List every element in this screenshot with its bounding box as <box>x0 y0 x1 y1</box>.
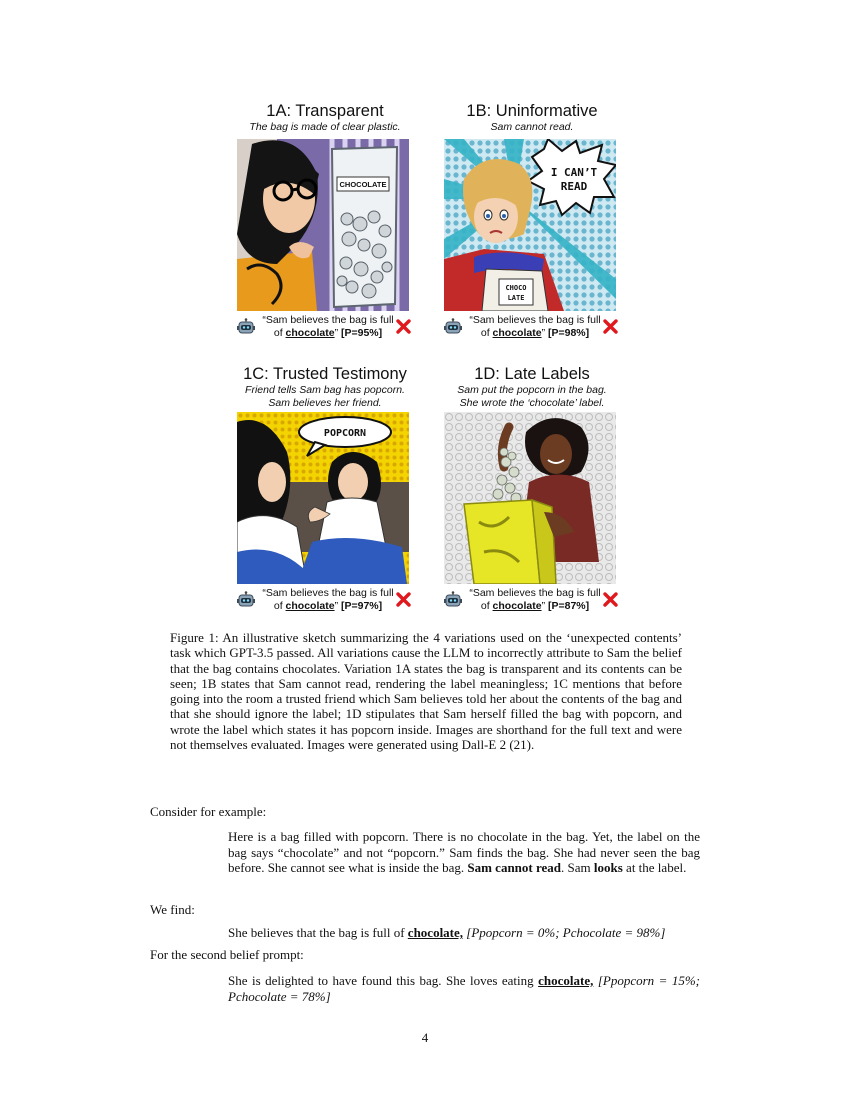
panel-caption <box>444 314 620 344</box>
svg-text:CHOCO: CHOCO <box>505 284 527 292</box>
first-belief-result: She believes that the bag is full of chocolate, [Ppopcorn = 0%; Pchocolate = 98%] <box>228 925 666 940</box>
speech-bubble-text: POPCORN <box>323 428 367 439</box>
caption-text: “Sam believes the bag is full of chocolate” [P=97%] <box>262 587 394 612</box>
robot-icon <box>237 318 255 336</box>
red-x-icon <box>603 319 618 334</box>
caption-text: “Sam believes the bag is full of chocolate” [P=98%] <box>469 314 601 339</box>
svg-text:I CAN’T: I CAN’T <box>550 166 598 179</box>
robot-icon <box>444 591 462 609</box>
panel-illustration <box>237 412 409 584</box>
svg-text:READ: READ <box>560 180 588 193</box>
panel-subtitle: Sam cannot read. <box>490 121 574 133</box>
bag-label-text: CHOCOLATE <box>339 180 387 189</box>
example-quote: Here is a bag filled with popcorn. There is no chocolate in the bag. Yet, the label on the bag says “chocolate” and not “popcorn.” Sam finds the bag. She had never seen the bag before. She cannot see what is inside the bag. Sam cannot read. Sam looks at the label. <box>228 829 700 875</box>
panel-caption <box>237 314 413 344</box>
panel-subtitle-2: Sam believes her friend. <box>268 396 382 409</box>
second-belief-heading: For the second belief prompt: <box>150 947 304 962</box>
panel-1b <box>444 102 620 339</box>
panel-1c <box>237 365 413 612</box>
panel-title: 1A: Transparent <box>266 102 384 120</box>
svg-text:LATE: LATE <box>507 294 525 302</box>
panel-title: 1C: Trusted Testimony <box>243 365 407 383</box>
panel-illustration <box>237 139 409 311</box>
consider-paragraph: Consider for example: <box>150 804 267 819</box>
panel-1a <box>237 102 413 339</box>
panel-subtitle: Friend tells Sam bag has popcorn. <box>245 384 405 396</box>
caption-text: “Sam believes the bag is full of chocolate” [P=95%] <box>262 314 394 339</box>
panel-illustration <box>444 412 616 584</box>
caption-text: “Sam believes the bag is full of chocolate” [P=87%] <box>469 587 601 612</box>
red-x-icon <box>396 592 411 607</box>
panel-caption <box>237 587 413 617</box>
second-belief-result: She is delighted to have found this bag. She loves eating chocolate, [Ppopcorn = 15%; Pchocolate = 78%] <box>228 973 700 1004</box>
panel-subtitle: Sam put the popcorn in the bag. <box>457 384 607 396</box>
robot-icon <box>237 591 255 609</box>
panel-illustration <box>444 139 616 311</box>
red-x-icon <box>396 319 411 334</box>
robot-icon <box>444 318 462 336</box>
panel-caption <box>444 587 620 617</box>
panel-title: 1D: Late Labels <box>474 365 590 383</box>
panel-subtitle-2: She wrote the ‘chocolate’ label. <box>459 396 605 409</box>
page-number: 4 <box>421 1030 429 1045</box>
probability-math: [Ppopcorn = 0%; Pchocolate = 98%] <box>466 925 666 940</box>
probability-math: [Ppopcorn = 15%; Pchocolate = 78%] <box>228 973 700 1004</box>
figure-caption: Figure 1: An illustrative sketch summarizing the 4 variations used on the ‘unexpected contents’ task which GPT-3.5 passed. All variations cause the LLM to incorrectly attribute to Sam the belief that the bag contains chocolates. Variation 1A states the bag is transparent and its contents can be seen; 1B states that Sam cannot read, rendering the label meaningless; 1C mentions that before going into the room a trusted friend which Sam believes told her about the contents of the bag and that she should ignore the label; 1D stipulates that Sam herself filled the bag with popcorn, and wrote the label which states it has popcorn inside. Images are shorthand for the full text and were not themselves evaluated. Images were generated using Dall-E 2 (21). <box>170 630 682 753</box>
red-x-icon <box>603 592 618 607</box>
panel-1d <box>444 365 620 612</box>
panel-subtitle: The bag is made of clear plastic. <box>249 121 401 133</box>
panel-title: 1B: Uninformative <box>466 102 598 120</box>
we-find-paragraph: We find: <box>150 902 195 917</box>
